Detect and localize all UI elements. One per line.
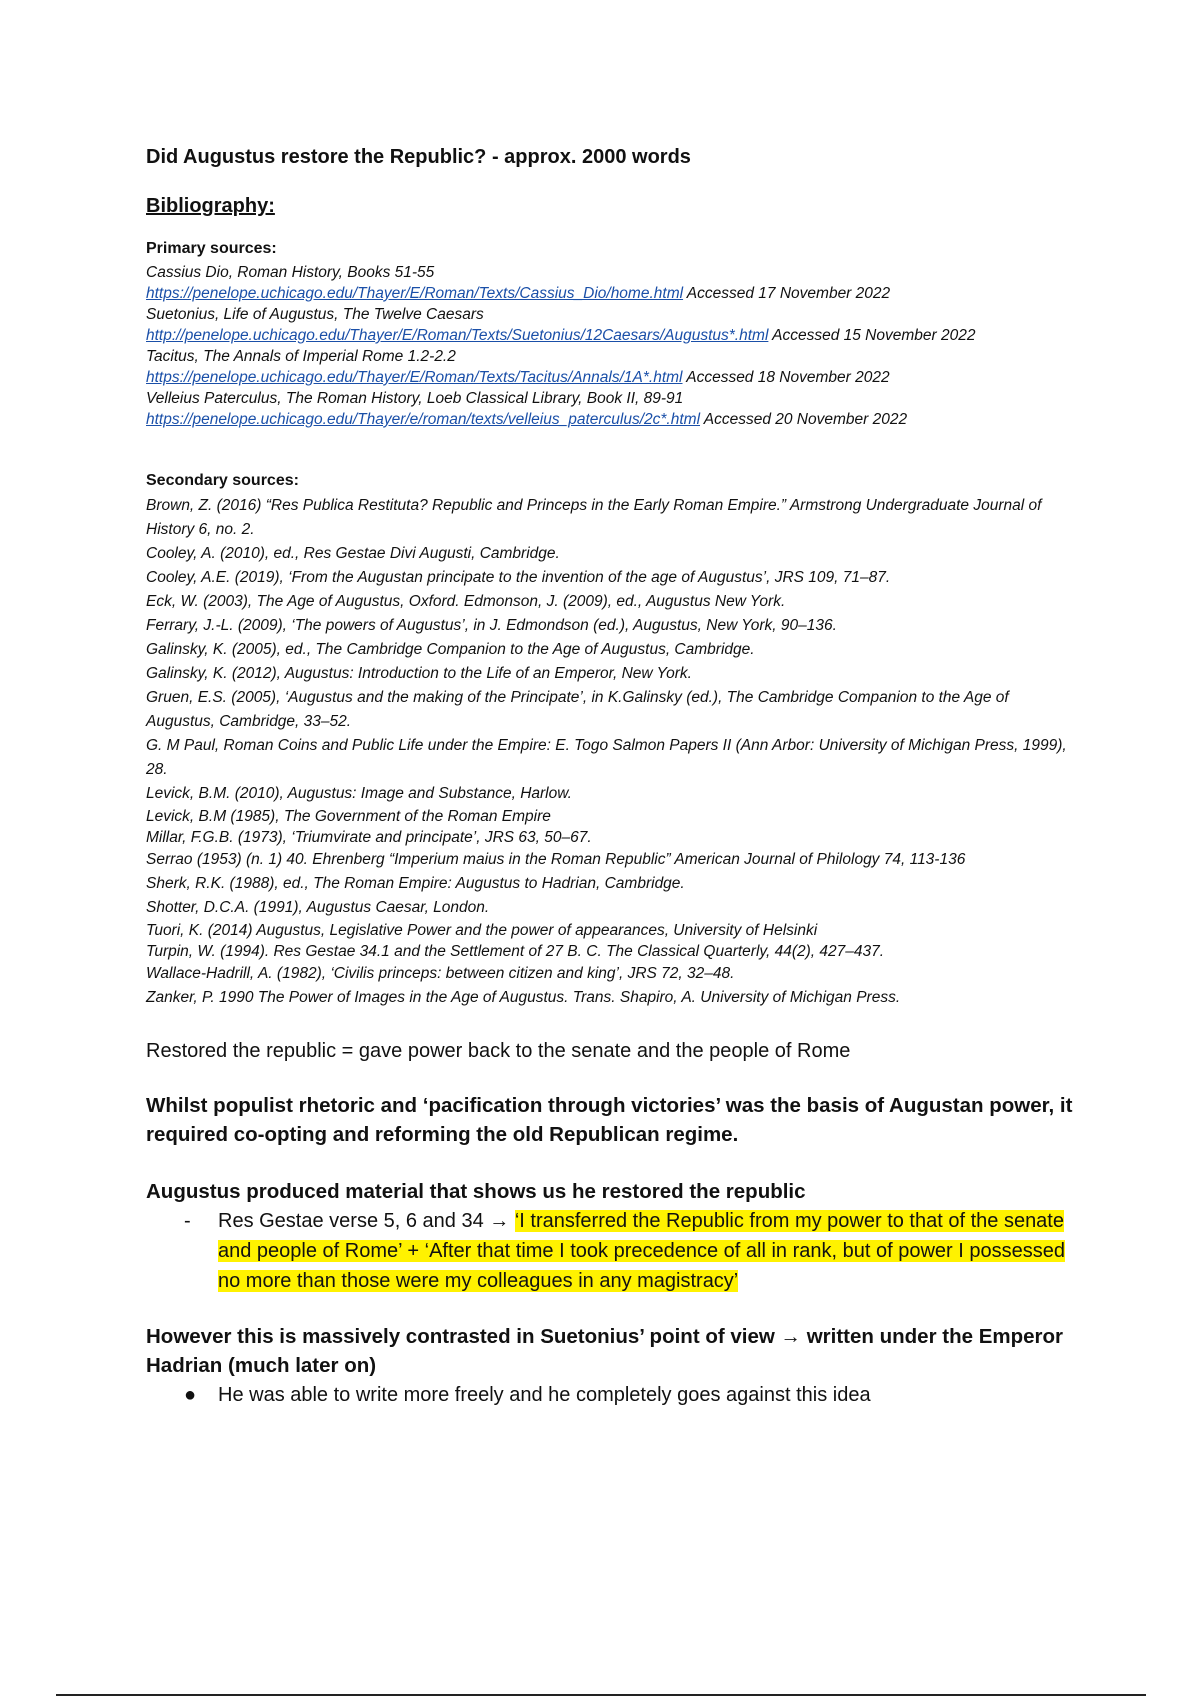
dash-bullet-icon: - <box>184 1210 191 1232</box>
document-page <box>146 140 1076 1410</box>
primary-entry-accessed: Accessed 15 November 2022 <box>768 327 976 344</box>
primary-entry-accessed: Accessed 17 November 2022 <box>683 285 891 302</box>
secondary-entry: Cooley, A.E. (2019), ‘From the Augustan principate to the invention of the age of Augustus’, JRS 109, 71–87. <box>146 569 891 586</box>
primary-entry-link[interactable]: https://penelope.uchicago.edu/Thayer/e/roman/texts/velleius_paterculus/2c*.html <box>146 411 701 428</box>
primary-entry-accessed: Accessed 20 November 2022 <box>700 411 908 428</box>
secondary-entry: Brown, Z. (2016) “Res Publica Restituta? Republic and Princeps in the Early Roman Empire.” Armstrong Undergraduate Journal of History 6, no. 2. <box>146 497 1042 538</box>
primary-entry-text: Suetonius, Life of Augustus, The Twelve Caesars <box>146 306 484 323</box>
definition-line: Restored the republic = gave power back to the senate and the people of Rome <box>146 1040 851 1062</box>
secondary-entry: Galinsky, K. (2005), ed., The Cambridge Companion to the Age of Augustus, Cambridge. <box>146 641 755 658</box>
primary-entry <box>146 346 1076 388</box>
primary-entry-accessed: Accessed 18 November 2022 <box>682 369 890 386</box>
highlighted-quote: ‘I transferred the Republic from my power to that of the senate and people of Rome’ + ‘After that time I took precedence of all in rank, but of power I possessed no more than those were my colleagues in any magistracy’ <box>218 1210 1065 1292</box>
secondary-entry: Millar, F.G.B. (1973), ‘Triumvirate and principate’, JRS 63, 50–67. <box>146 829 592 846</box>
bibliography-heading: Bibliography: <box>146 195 275 217</box>
primary-sources-heading: Primary sources: <box>146 240 277 257</box>
secondary-entry: Tuori, K. (2014) Augustus, Legislative Power and the power of appearances, University of Helsinki <box>146 922 818 939</box>
primary-entry-link[interactable]: http://penelope.uchicago.edu/Thayer/E/Roman/Texts/Suetonius/12Caesars/Augustus*.html <box>146 327 769 344</box>
res-gestae-list <box>146 1206 1076 1296</box>
bullet-text: He was able to write more freely and he completely goes against this idea <box>218 1384 871 1406</box>
suetonius-list <box>146 1380 1076 1410</box>
section-heading-suetonius: However this is massively contrasted in Suetonius’ point of view → written under the Emperor Hadrian (much later on) <box>146 1325 1064 1377</box>
primary-entry-link[interactable]: https://penelope.uchicago.edu/Thayer/E/Roman/Texts/Cassius_Dio/home.html <box>146 285 684 302</box>
primary-entry <box>146 388 1076 430</box>
secondary-entry: Shotter, D.C.A. (1991), Augustus Caesar, London. <box>146 899 490 916</box>
secondary-entry: Turpin, W. (1994). Res Gestae 34.1 and the Settlement of 27 B. C. The Classical Quarterly, 44(2), 427–437. <box>146 943 885 960</box>
primary-sources-section <box>146 240 1076 430</box>
primary-entry-link[interactable]: https://penelope.uchicago.edu/Thayer/E/Roman/Texts/Tacitus/Annals/1A*.html <box>146 369 683 386</box>
secondary-entry: Wallace-Hadrill, A. (1982), ‘Civilis princeps: between citizen and king’, JRS 72, 32–48. <box>146 965 735 982</box>
secondary-entry: Gruen, E.S. (2005), ‘Augustus and the making of the Principate’, in K.Galinsky (ed.), The Cambridge Companion to the Age of Augustus, Cambridge, 33–52. <box>146 689 1009 730</box>
secondary-entry: Levick, B.M (1985), The Government of the Roman Empire <box>146 808 551 825</box>
page-bottom-rule <box>56 1694 1146 1696</box>
primary-entry <box>146 304 1076 346</box>
list-item <box>146 1380 1076 1410</box>
secondary-entry: Eck, W. (2003), The Age of Augustus, Oxford. Edmonson, J. (2009), ed., Augustus New York. <box>146 593 786 610</box>
secondary-entry: Galinsky, K. (2012), Augustus: Introduction to the Life of an Emperor, New York. <box>146 665 692 682</box>
secondary-entry: Ferrary, J.-L. (2009), ‘The powers of Augustus’, in J. Edmondson (ed.), Augustus, New York, 90–136. <box>146 617 837 634</box>
primary-entry-text: Velleius Paterculus, The Roman History, Loeb Classical Library, Book II, 89-91 <box>146 390 684 407</box>
secondary-entry: Serrao (1953) (n. 1) 40. Ehrenberg “Imperium maius in the Roman Republic” American Journal of Philology 74, 113-136 <box>146 851 966 868</box>
primary-entry <box>146 262 1076 304</box>
secondary-entry: Zanker, P. 1990 The Power of Images in the Age of Augustus. Trans. Shapiro, A. University of Michigan Press. <box>146 989 901 1006</box>
secondary-sources-heading: Secondary sources: <box>146 472 299 489</box>
secondary-entry: Sherk, R.K. (1988), ed., The Roman Empire: Augustus to Hadrian, Cambridge. <box>146 875 685 892</box>
secondary-entry: Cooley, A. (2010), ed., Res Gestae Divi Augusti, Cambridge. <box>146 545 560 562</box>
bullet-prefix: Res Gestae verse 5, 6 and 34 → <box>218 1210 515 1232</box>
secondary-sources-section <box>146 472 1076 1010</box>
thesis-statement: Whilst populist rhetoric and ‘pacification through victories’ was the basis of Augustan power, it required co-opting and reforming the old Republican regime. <box>146 1094 1073 1146</box>
secondary-entry: Levick, B.M. (2010), Augustus: Image and Substance, Harlow. <box>146 785 572 802</box>
primary-entry-text: Tacitus, The Annals of Imperial Rome 1.2-2.2 <box>146 348 456 365</box>
secondary-entry: G. M Paul, Roman Coins and Public Life under the Empire: E. Togo Salmon Papers II (Ann Arbor: University of Michigan Press, 1999), 28. <box>146 737 1067 778</box>
spacer <box>146 1296 1076 1322</box>
document-title: Did Augustus restore the Republic? - approx. 2000 words <box>146 146 691 168</box>
dot-bullet-icon: ● <box>184 1384 197 1406</box>
list-item <box>146 1206 1076 1296</box>
primary-entry-text: Cassius Dio, Roman History, Books 51-55 <box>146 264 435 281</box>
section-heading-res-gestae: Augustus produced material that shows us he restored the republic <box>146 1180 806 1203</box>
